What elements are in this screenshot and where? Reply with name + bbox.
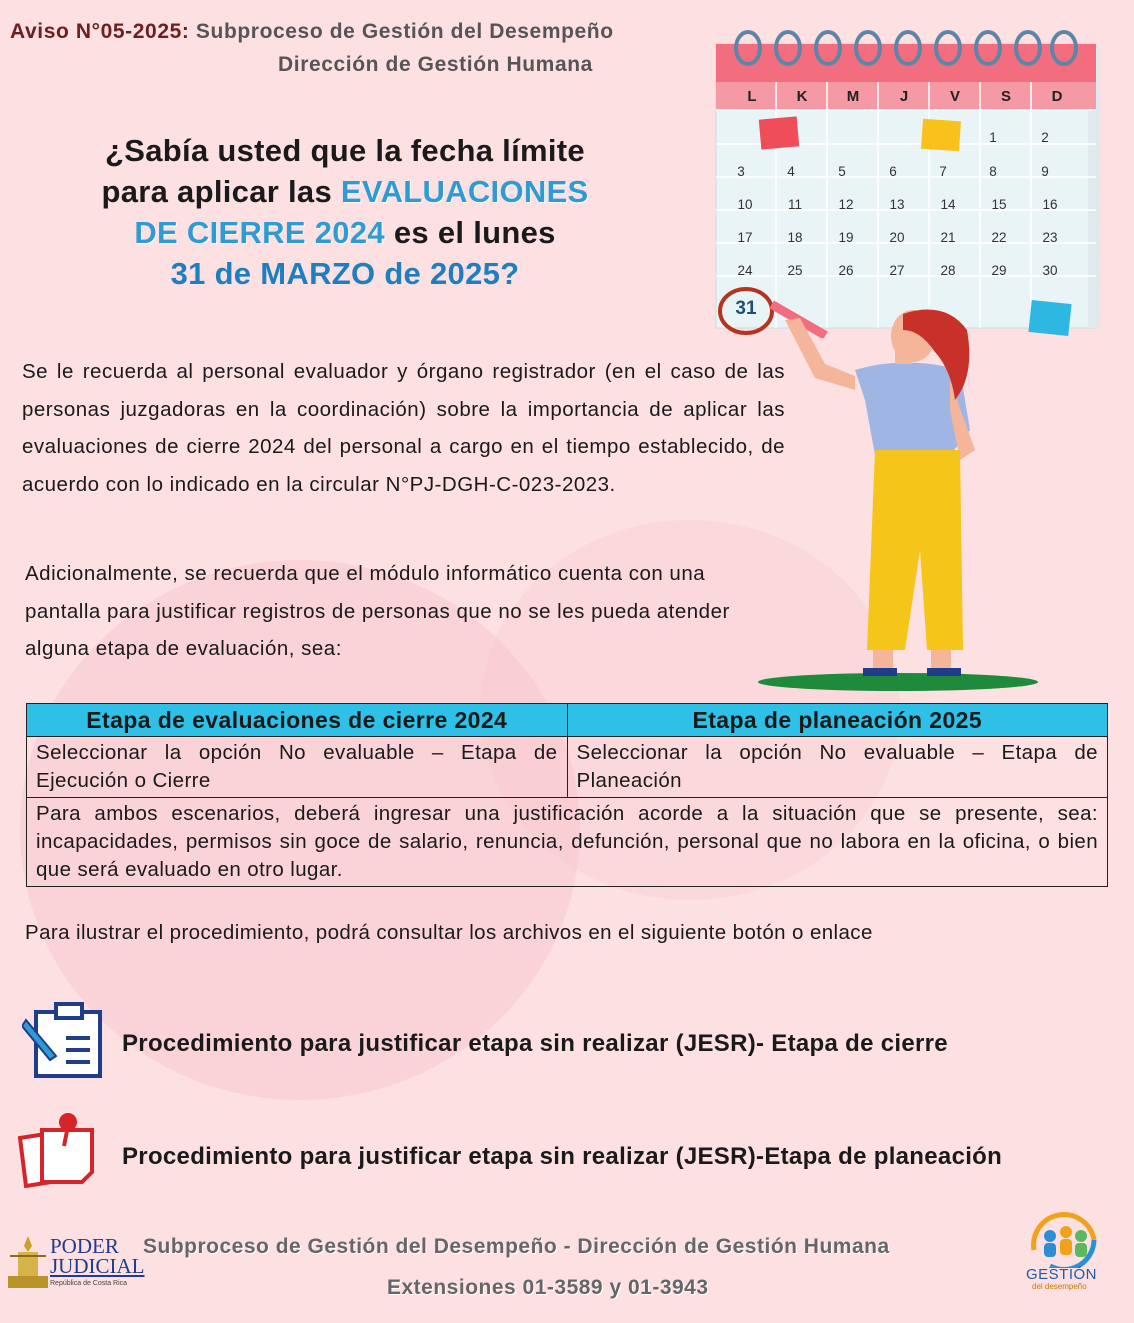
calendar-day: 1 [989, 130, 997, 145]
poder-judicial-logo: PODER JUDICIAL República de Costa Rica [6, 1232, 130, 1294]
justice-emblem-icon [6, 1232, 50, 1290]
calendar-day: 26 [838, 263, 854, 278]
calendar-illustration [712, 18, 1102, 338]
calendar-day: 12 [838, 197, 854, 212]
weekday-label: L [747, 88, 757, 105]
calendar-day-highlighted: 31 [735, 298, 757, 319]
calendar-day: 5 [838, 164, 846, 179]
weekday-label: J [899, 88, 909, 105]
calendar-day: 29 [991, 263, 1007, 278]
notice-subprocess: Subproceso de Gestión del Desempeño [195, 20, 614, 43]
calendar-day: 21 [940, 230, 956, 245]
woman-illustration [755, 300, 1055, 695]
question-line-3: DE CIERRE 2024 es el lunes [134, 215, 556, 250]
footer-extensions: Extensiones 01-3589 y 01-3943 [387, 1276, 709, 1299]
stages-table [26, 703, 1108, 887]
calendar-day: 30 [1042, 263, 1058, 278]
table-cell-both: Para ambos escenarios, deberá ingresar una justificación acorde a la situación que se presente, sea: incapacidades, permisos sin goce de salario, renuncia, defunción, personal que no labora en la oficina, o bien que será evaluado en otro lugar. [27, 798, 1108, 887]
calendar-day: 16 [1042, 197, 1058, 212]
calendar-day: 24 [737, 263, 753, 278]
clipboard-icon[interactable] [22, 1000, 106, 1080]
reminder-paragraph: Se le recuerda al personal evaluador y órgano registrador (en el caso de las personas juzgadoras en la coordinación) sobre la importancia de aplicar las evaluaciones de cierre 2024 del personal a cargo en el tiempo establecido, de acuerdo con lo indicado en la circular N°PJ-DGH-C-023-2023. [22, 360, 785, 496]
calendar-day: 15 [991, 197, 1007, 212]
links-intro: Para ilustrar el procedimiento, podrá consultar los archivos en el siguiente botón o enlace [25, 921, 873, 944]
table-cell-cierre: Seleccionar la opción No evaluable – Etapa de Ejecución o Cierre [27, 737, 568, 798]
calendar-day: 8 [989, 164, 997, 179]
gestion-desempeno-logo: GESTIÓN del desempeño [1020, 1212, 1110, 1296]
calendar-day: 6 [889, 164, 897, 179]
question-line-2: para aplicar las EVALUACIONES [101, 174, 589, 209]
calendar-day: 18 [787, 230, 803, 245]
pinned-notes-icon[interactable] [12, 1110, 102, 1188]
calendar-day: 3 [737, 164, 745, 179]
calendar-day: 27 [889, 263, 905, 278]
notice-direction: Dirección de Gestión Humana [278, 53, 593, 76]
table-header-cierre: Etapa de evaluaciones de cierre 2024 [27, 704, 568, 737]
question-line-1: ¿Sabía usted que la fecha límite [105, 133, 585, 168]
module-paragraph: Adicionalmente, se recuerda que el módulo informático cuenta con una pantalla para justificar registros de personas que no se les pueda atender alguna etapa de evaluación, sea: [25, 562, 730, 660]
footer-title: Subproceso de Gestión del Desempeño - Dirección de Gestión Humana [143, 1235, 890, 1258]
weekday-label: K [796, 88, 808, 105]
link-procedure-cierre[interactable]: Procedimiento para justificar etapa sin realizar (JESR)- Etapa de cierre [122, 1030, 948, 1057]
table-header-planeacion: Etapa de planeación 2025 [567, 704, 1108, 737]
table-cell-planeacion: Seleccionar la opción No evaluable – Etapa de Planeación [567, 737, 1108, 798]
question-highlight: DE CIERRE 2024 [134, 215, 385, 250]
weekday-label: M [846, 88, 860, 105]
link-procedure-planeacion[interactable]: Procedimiento para justificar etapa sin realizar (JESR)-Etapa de planeación [122, 1143, 1003, 1170]
calendar-day: 20 [889, 230, 905, 245]
notice-header [10, 20, 614, 44]
question-highlight: EVALUACIONES [340, 174, 589, 209]
calendar-day: 10 [737, 197, 753, 212]
calendar-day: 4 [787, 164, 795, 179]
calendar-day: 28 [940, 263, 956, 278]
weekday-label: V [949, 88, 960, 105]
calendar-day: 13 [889, 197, 905, 212]
calendar-day: 11 [787, 197, 802, 212]
question-date: 31 de MARZO de 2025? [170, 256, 520, 291]
calendar-day: 19 [838, 230, 854, 245]
people-circle-icon [1020, 1212, 1110, 1268]
calendar-day: 17 [737, 230, 753, 245]
weekday-label: S [1000, 88, 1011, 105]
calendar-day: 2 [1041, 130, 1049, 145]
calendar-day: 14 [940, 197, 956, 212]
calendar-day: 9 [1041, 164, 1049, 179]
calendar-day: 23 [1042, 230, 1058, 245]
calendar-day: 22 [991, 230, 1007, 245]
notice-number: Aviso N°05-2025: [10, 20, 190, 43]
calendar-day: 7 [939, 164, 947, 179]
calendar-day: 25 [787, 263, 803, 278]
weekday-label: D [1051, 88, 1063, 105]
